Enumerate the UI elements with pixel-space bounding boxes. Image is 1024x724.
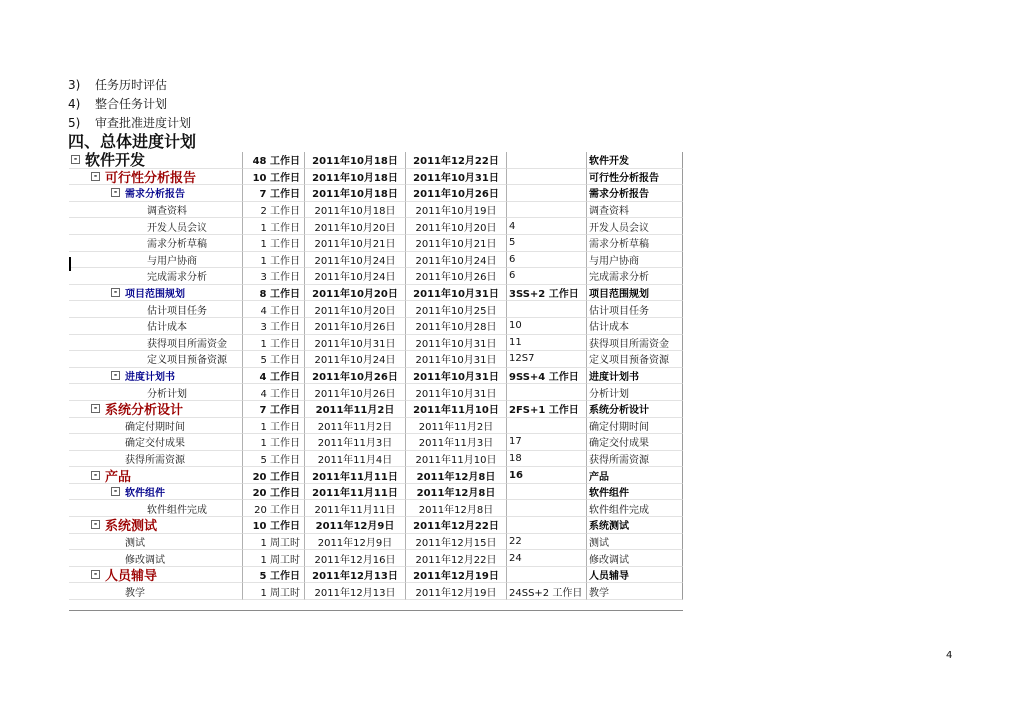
table-row[interactable] [69, 185, 683, 202]
resource-cell: 确定付期时间 [587, 418, 683, 435]
start-date-cell: 2011年10月24日 [305, 252, 406, 269]
start-date-cell: 2011年10月20日 [305, 218, 406, 235]
duration-cell: 8 工作日 [243, 285, 305, 302]
start-date-cell: 2011年10月31日 [305, 335, 406, 352]
page-number: 4 [946, 650, 953, 661]
end-date-cell: 2011年12月8日 [406, 467, 507, 484]
table-row[interactable] [69, 467, 683, 484]
task-name-cell [69, 318, 243, 335]
task-name-cell [69, 517, 243, 534]
predecessor-cell: 11 [507, 335, 587, 352]
end-date-cell: 2011年11月2日 [406, 418, 507, 435]
task-name-cell [69, 550, 243, 567]
task-name-cell [69, 418, 243, 435]
table-row[interactable] [69, 484, 683, 501]
start-date-cell: 2011年11月2日 [305, 418, 406, 435]
predecessor-cell: 10 [507, 318, 587, 335]
duration-cell: 48 工作日 [243, 152, 305, 169]
section-heading: 四、总体进度计划 [68, 132, 197, 151]
duration-cell: 20 工作日 [243, 500, 305, 517]
end-date-cell: 2011年10月21日 [406, 235, 507, 252]
start-date-cell: 2011年10月20日 [305, 301, 406, 318]
end-date-cell: 2011年12月8日 [406, 484, 507, 501]
table-row[interactable] [69, 169, 683, 186]
duration-cell: 4 工作日 [243, 368, 305, 385]
list-item [68, 114, 191, 133]
table-row[interactable] [69, 451, 683, 468]
task-name-cell [69, 384, 243, 401]
collapse-toggle-icon[interactable]: - [71, 155, 80, 164]
task-name-cell [69, 484, 243, 501]
duration-cell: 7 工作日 [243, 401, 305, 418]
table-row[interactable] [69, 434, 683, 451]
start-date-cell: 2011年11月3日 [305, 434, 406, 451]
task-name-cell [69, 252, 243, 269]
start-date-cell: 2011年10月18日 [305, 152, 406, 169]
duration-cell: 5 工作日 [243, 567, 305, 584]
table-row[interactable] [69, 368, 683, 385]
task-name-cell [69, 152, 243, 169]
start-date-cell: 2011年12月13日 [305, 567, 406, 584]
duration-cell: 20 工作日 [243, 484, 305, 501]
collapse-toggle-icon[interactable]: - [91, 404, 100, 413]
task-name-cell [69, 583, 243, 600]
end-date-cell: 2011年10月20日 [406, 218, 507, 235]
resource-cell: 系统分析设计 [587, 401, 683, 418]
collapse-toggle-icon[interactable]: - [91, 520, 100, 529]
duration-cell: 5 工作日 [243, 351, 305, 368]
start-date-cell: 2011年10月21日 [305, 235, 406, 252]
step-list [68, 76, 191, 133]
start-date-cell: 2011年12月13日 [305, 583, 406, 600]
task-name: 需求分析草稿 [147, 239, 207, 251]
table-row[interactable] [69, 301, 683, 318]
resource-cell: 测试 [587, 534, 683, 551]
start-date-cell: 2011年12月16日 [305, 550, 406, 567]
predecessor-cell: 17 [507, 434, 587, 451]
predecessor-cell: 22 [507, 534, 587, 551]
resource-cell: 产品 [587, 467, 683, 484]
duration-cell: 4 工作日 [243, 301, 305, 318]
duration-cell: 1 工作日 [243, 252, 305, 269]
task-name: 软件组件完成 [147, 504, 207, 516]
predecessor-cell [507, 152, 587, 169]
task-name-cell [69, 169, 243, 186]
end-date-cell: 2011年12月15日 [406, 534, 507, 551]
resource-cell: 获得所需资源 [587, 451, 683, 468]
task-name-cell [69, 285, 243, 302]
end-date-cell: 2011年10月31日 [406, 368, 507, 385]
resource-cell: 定义项目预备资源 [587, 351, 683, 368]
end-date-cell: 2011年10月28日 [406, 318, 507, 335]
task-name-cell [69, 567, 243, 584]
list-text: 审查批准进度计划 [95, 116, 192, 130]
collapse-toggle-icon[interactable]: - [111, 487, 120, 496]
table-row[interactable] [69, 268, 683, 285]
table-row[interactable] [69, 252, 683, 269]
start-date-cell: 2011年12月9日 [305, 517, 406, 534]
predecessor-cell: 5 [507, 235, 587, 252]
task-name: 项目范围规划 [125, 289, 185, 301]
task-name-cell [69, 268, 243, 285]
task-name: 开发人员会议 [147, 222, 207, 234]
list-number: 3) [68, 78, 81, 92]
duration-cell: 1 周工时 [243, 550, 305, 567]
resource-cell: 教学 [587, 583, 683, 600]
resource-cell: 分析计划 [587, 384, 683, 401]
task-name: 调查资料 [147, 206, 187, 218]
end-date-cell: 2011年12月22日 [406, 517, 507, 534]
table-row[interactable] [69, 218, 683, 235]
predecessor-cell [507, 484, 587, 501]
start-date-cell: 2011年10月20日 [305, 285, 406, 302]
duration-cell: 3 工作日 [243, 318, 305, 335]
task-name-cell [69, 500, 243, 517]
resource-cell: 软件开发 [587, 152, 683, 169]
duration-cell: 10 工作日 [243, 169, 305, 186]
start-date-cell: 2011年10月24日 [305, 268, 406, 285]
text-cursor [69, 257, 71, 271]
table-row[interactable] [69, 550, 683, 567]
task-name: 修改调试 [125, 554, 165, 566]
end-date-cell: 2011年10月31日 [406, 384, 507, 401]
start-date-cell: 2011年11月11日 [305, 500, 406, 517]
resource-cell: 系统测试 [587, 517, 683, 534]
task-name-cell [69, 434, 243, 451]
start-date-cell: 2011年10月26日 [305, 384, 406, 401]
resource-cell: 修改调试 [587, 550, 683, 567]
end-date-cell: 2011年11月3日 [406, 434, 507, 451]
predecessor-cell [507, 169, 587, 186]
duration-cell: 4 工作日 [243, 384, 305, 401]
task-name: 确定付期时间 [125, 421, 185, 433]
task-name-cell [69, 335, 243, 352]
predecessor-cell: 9SS+4 工作日 [507, 368, 587, 385]
predecessor-cell [507, 567, 587, 584]
duration-cell: 5 工作日 [243, 451, 305, 468]
task-name-cell [69, 401, 243, 418]
task-name-cell [69, 301, 243, 318]
table-row[interactable] [69, 318, 683, 335]
task-name: 完成需求分析 [147, 272, 207, 284]
task-name: 系统测试 [105, 519, 158, 534]
task-name: 系统分析设计 [105, 403, 184, 418]
list-item [68, 76, 191, 95]
start-date-cell: 2011年11月11日 [305, 484, 406, 501]
list-number: 5) [68, 116, 81, 130]
predecessor-cell: 6 [507, 252, 587, 269]
predecessor-cell: 6 [507, 268, 587, 285]
table-row[interactable] [69, 534, 683, 551]
resource-cell: 完成需求分析 [587, 268, 683, 285]
resource-cell: 进度计划书 [587, 368, 683, 385]
end-date-cell: 2011年10月26日 [406, 185, 507, 202]
task-name: 教学 [125, 587, 145, 599]
duration-cell: 1 工作日 [243, 235, 305, 252]
start-date-cell: 2011年10月26日 [305, 368, 406, 385]
resource-cell: 项目范围规划 [587, 285, 683, 302]
predecessor-cell [507, 185, 587, 202]
collapse-toggle-icon[interactable]: - [91, 172, 100, 181]
predecessor-cell [507, 301, 587, 318]
end-date-cell: 2011年10月31日 [406, 285, 507, 302]
predecessor-cell: 18 [507, 451, 587, 468]
start-date-cell: 2011年11月4日 [305, 451, 406, 468]
predecessor-cell [507, 517, 587, 534]
end-date-cell: 2011年10月31日 [406, 169, 507, 186]
start-date-cell: 2011年10月18日 [305, 185, 406, 202]
task-name: 分析计划 [147, 388, 187, 400]
predecessor-cell: 4 [507, 218, 587, 235]
task-name: 进度计划书 [125, 372, 175, 384]
duration-cell: 1 周工时 [243, 583, 305, 600]
end-date-cell: 2011年10月24日 [406, 252, 507, 269]
collapse-toggle-icon[interactable]: - [111, 288, 120, 297]
predecessor-cell [507, 384, 587, 401]
end-date-cell: 2011年10月26日 [406, 268, 507, 285]
task-name-cell [69, 368, 243, 385]
task-name: 人员辅导 [105, 569, 158, 584]
task-name: 软件组件 [125, 488, 165, 500]
list-text: 任务历时评估 [95, 78, 168, 92]
task-name: 软件开发 [85, 152, 146, 169]
schedule-table [69, 152, 683, 611]
task-name: 需求分析报告 [125, 189, 185, 201]
table-row[interactable] [69, 384, 683, 401]
end-date-cell: 2011年10月25日 [406, 301, 507, 318]
task-name-cell [69, 451, 243, 468]
end-date-cell: 2011年10月31日 [406, 335, 507, 352]
task-name: 估计项目任务 [147, 305, 207, 317]
resource-cell: 可行性分析报告 [587, 169, 683, 186]
table-row[interactable] [69, 351, 683, 368]
predecessor-cell: 24SS+2 工作日 [507, 583, 587, 600]
resource-cell: 需求分析草稿 [587, 235, 683, 252]
start-date-cell: 2011年10月26日 [305, 318, 406, 335]
task-name: 估计成本 [147, 322, 187, 334]
table-row[interactable] [69, 401, 683, 418]
start-date-cell: 2011年11月11日 [305, 467, 406, 484]
task-name-cell [69, 185, 243, 202]
end-date-cell: 2011年12月8日 [406, 500, 507, 517]
start-date-cell: 2011年10月24日 [305, 351, 406, 368]
predecessor-cell [507, 418, 587, 435]
table-row[interactable] [69, 335, 683, 352]
predecessor-cell: 24 [507, 550, 587, 567]
end-date-cell: 2011年12月19日 [406, 583, 507, 600]
resource-cell: 估计成本 [587, 318, 683, 335]
resource-cell: 获得项目所需资金 [587, 335, 683, 352]
duration-cell: 1 工作日 [243, 434, 305, 451]
duration-cell: 1 周工时 [243, 534, 305, 551]
resource-cell: 需求分析报告 [587, 185, 683, 202]
list-text: 整合任务计划 [95, 97, 168, 111]
task-name-cell [69, 467, 243, 484]
task-name: 定义项目预备资源 [147, 355, 227, 367]
duration-cell: 1 工作日 [243, 335, 305, 352]
duration-cell: 10 工作日 [243, 517, 305, 534]
predecessor-cell [507, 500, 587, 517]
table-row[interactable] [69, 418, 683, 435]
start-date-cell: 2011年12月9日 [305, 534, 406, 551]
table-row[interactable] [69, 152, 683, 169]
resource-cell: 软件组件完成 [587, 500, 683, 517]
collapse-toggle-icon[interactable]: - [91, 471, 100, 480]
predecessor-cell: 2FS+1 工作日 [507, 401, 587, 418]
task-name: 产品 [105, 469, 132, 484]
duration-cell: 3 工作日 [243, 268, 305, 285]
end-date-cell: 2011年11月10日 [406, 451, 507, 468]
table-row[interactable] [69, 202, 683, 219]
resource-cell: 人员辅导 [587, 567, 683, 584]
table-row[interactable] [69, 500, 683, 517]
end-date-cell: 2011年10月31日 [406, 351, 507, 368]
resource-cell: 估计项目任务 [587, 301, 683, 318]
duration-cell: 1 工作日 [243, 418, 305, 435]
task-name-cell [69, 202, 243, 219]
task-name-cell [69, 235, 243, 252]
end-date-cell: 2011年12月22日 [406, 550, 507, 567]
start-date-cell: 2011年10月18日 [305, 169, 406, 186]
table-row[interactable] [69, 285, 683, 302]
task-name: 获得项目所需资金 [147, 338, 227, 350]
task-name-cell [69, 534, 243, 551]
resource-cell: 确定交付成果 [587, 434, 683, 451]
end-date-cell: 2011年12月22日 [406, 152, 507, 169]
task-name: 可行性分析报告 [105, 170, 197, 186]
resource-cell: 软件组件 [587, 484, 683, 501]
task-name: 获得所需资源 [125, 454, 185, 466]
end-date-cell: 2011年12月19日 [406, 567, 507, 584]
end-date-cell: 2011年11月10日 [406, 401, 507, 418]
predecessor-cell: 16 [507, 467, 587, 484]
duration-cell: 1 工作日 [243, 218, 305, 235]
list-item [68, 95, 191, 114]
predecessor-cell: 3SS+2 工作日 [507, 285, 587, 302]
task-name-cell [69, 218, 243, 235]
collapse-toggle-icon[interactable]: - [111, 188, 120, 197]
end-date-cell: 2011年10月19日 [406, 202, 507, 219]
duration-cell: 20 工作日 [243, 467, 305, 484]
resource-cell: 调查资料 [587, 202, 683, 219]
table-row[interactable] [69, 517, 683, 534]
resource-cell: 与用户协商 [587, 252, 683, 269]
duration-cell: 7 工作日 [243, 185, 305, 202]
task-name: 与用户协商 [147, 255, 197, 267]
task-name: 测试 [125, 537, 145, 549]
table-row[interactable] [69, 567, 683, 584]
predecessor-cell: 12S7 [507, 351, 587, 368]
table-row[interactable] [69, 235, 683, 252]
task-name-cell [69, 351, 243, 368]
start-date-cell: 2011年11月2日 [305, 401, 406, 418]
task-name: 确定交付成果 [125, 438, 185, 450]
start-date-cell: 2011年10月18日 [305, 202, 406, 219]
collapse-toggle-icon[interactable]: - [91, 570, 100, 579]
collapse-toggle-icon[interactable]: - [111, 371, 120, 380]
list-number: 4) [68, 97, 81, 111]
predecessor-cell [507, 202, 587, 219]
duration-cell: 2 工作日 [243, 202, 305, 219]
resource-cell: 开发人员会议 [587, 218, 683, 235]
table-row[interactable] [69, 583, 683, 600]
